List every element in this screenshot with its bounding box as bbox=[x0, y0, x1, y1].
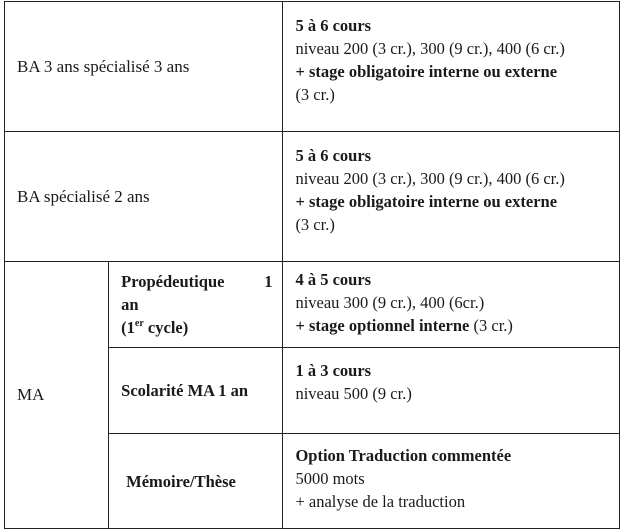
course-count: 5 à 6 cours bbox=[295, 16, 372, 35]
internship-credits: (3 cr.) bbox=[295, 215, 335, 234]
internship-credits: (3 cr.) bbox=[469, 316, 513, 335]
course-levels: niveau 200 (3 cr.), 300 (9 cr.), 400 (6 cr.) bbox=[295, 39, 565, 58]
analysis-note: + analyse de la traduction bbox=[295, 492, 466, 511]
option-title: Option Traduction commentée bbox=[295, 446, 512, 465]
sublabel-memoire: Mémoire/Thèse bbox=[109, 434, 283, 529]
sublabel-an: an bbox=[121, 295, 139, 314]
internship-credits: (3 cr.) bbox=[295, 85, 335, 104]
sublabel-line bbox=[121, 270, 272, 293]
course-levels: niveau 300 (9 cr.), 400 (6cr.) bbox=[295, 293, 485, 312]
word-count: 5000 mots bbox=[295, 469, 365, 488]
row-label-ba3: BA 3 ans spécialisé 3 ans bbox=[5, 2, 283, 132]
course-levels: niveau 500 (9 cr.) bbox=[295, 384, 412, 403]
sublabel-propedeutique bbox=[109, 262, 283, 348]
cycle-rest: cycle) bbox=[143, 318, 189, 337]
row-desc-memoire bbox=[283, 434, 620, 529]
row-desc-ba3 bbox=[283, 2, 620, 132]
sublabel-scolarite: Scolarité MA 1 an bbox=[109, 348, 283, 434]
course-count: 4 à 5 cours bbox=[295, 270, 372, 289]
row-desc-scolarite bbox=[283, 348, 620, 434]
row-desc-ba2 bbox=[283, 132, 620, 262]
course-levels: niveau 200 (3 cr.), 300 (9 cr.), 400 (6 cr.) bbox=[295, 169, 565, 188]
cycle-ordinal: er bbox=[134, 317, 144, 329]
sublabel-cycle bbox=[121, 316, 272, 339]
program-table bbox=[4, 1, 620, 529]
course-count: 5 à 6 cours bbox=[295, 146, 372, 165]
course-count: 1 à 3 cours bbox=[295, 361, 372, 380]
table-row bbox=[5, 262, 620, 348]
cycle-open: (1 bbox=[121, 318, 135, 337]
internship-note: + stage obligatoire interne ou externe bbox=[295, 62, 558, 81]
row-label-ma: MA bbox=[5, 262, 109, 529]
sublabel-word: Propédeutique bbox=[121, 272, 225, 291]
sublabel-number: 1 bbox=[264, 272, 273, 291]
row-desc-propedeutique bbox=[283, 262, 620, 348]
table-row bbox=[5, 2, 620, 132]
table-row bbox=[5, 132, 620, 262]
row-label-ba2: BA spécialisé 2 ans bbox=[5, 132, 283, 262]
internship-bold: + stage optionnel interne bbox=[295, 316, 470, 335]
internship-note: + stage obligatoire interne ou externe bbox=[295, 192, 558, 211]
internship-note bbox=[295, 314, 611, 337]
